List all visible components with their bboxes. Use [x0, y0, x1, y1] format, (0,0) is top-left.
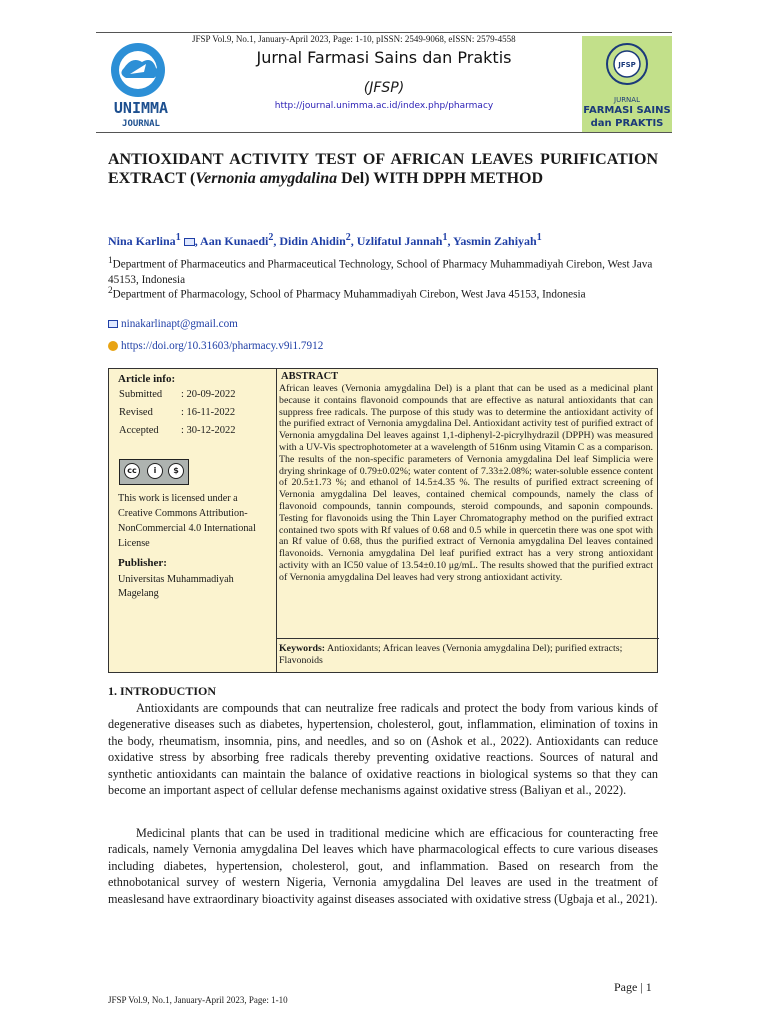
corresponding-email[interactable]: ninakarlinapt@gmail.com — [108, 318, 238, 330]
intro-paragraph-1: Antioxidants are compounds that can neutralize free radicals and protect the body from various kinds of degenerative diseases such as diabetes, hypertension, cholesterol, gout, inflammation, elimination of toxins in the body, rheumatism, insomnia, pins, and needles, and so on (Ashok et al., 2022). Antioxidants can reduce oxidative stress by absorbing free radicals thereby preventing oxidative reactions. Sources of natural and synthetic antioxidants can maintain the balance of oxidative reactions in biological systems so that they can become an important aspect of cellular defense mechanisms against oxidative stress (Baliyan et al., 2022). — [108, 701, 658, 798]
affiliation-1: $^1$Department of Pharmaceutics and Pharmaceutical Technology, School of Pharmacy Muhammadiyah Cirebon, West Java 45153, Indonesia — [108, 256, 653, 286]
publisher-heading: Publisher: — [118, 557, 167, 569]
author-name[interactable]: Aan Kunaedi — [200, 234, 269, 248]
article-title: ANTIOXIDANT ACTIVITY TEST OF AFRICAN LEAVES PURIFICATION EXTRACT (Vernonia amygdalina Del) WITH DPPH METHOD — [108, 151, 658, 187]
license-text: This work is licensed under a Creative Commons Attribution-NonCommercial 4.0 International License — [118, 493, 256, 549]
intro-paragraph-2: Medicinal plants that can be used in traditional medicine which are efficacious for counteracting free radicals, namely Vernonia amygdalina Del leaves which have pharmacological effects to cure various diseases including diabetes, hypertension, cholesterol, gout, and inflammation. Based on research from the ethnobotanical survey of western Nigeria, Vernonia amygdalina Del leaves are used in the treatment of measlesand have extraordinary bioactivity against diseases associated with oxidative stress (Ugbaja et al., 2021). — [108, 826, 658, 906]
header-top-rule — [96, 32, 672, 33]
journal-name: Jurnal Farmasi Sains dan Praktis — [256, 48, 512, 67]
footer-reference: JFSP Vol.9, No.1, January-April 2023, Page: 1-10 — [108, 995, 288, 1005]
header-bottom-rule — [96, 132, 672, 133]
svg-text:JOURNAL: JOURNAL — [122, 119, 160, 129]
abstract-text: African leaves (Vernonia amygdalina Del) is a plant that can be used as a medicinal plant because it contains flavonoid compounds that are effective as natural antioxidants that can suppress free radicals. The purpose of this study was to determine the antioxidant activity of the purified extract of Vernonia amygdalina Del. Antioxidant activity test of purified extract of Vernonia amygdalina Del leaves against 1,1-diphenyl-2-picrylhydrazil (DPPH) was measured with a UV-Vis spectrophotometer at a wavelength of 516nm using Vitamin C as a comparison. The results of the non-specific parameters of Vernonia amygdalina Del leaf Simplicia were drying shrinkage of 0.79±0.02%; water content of 7.33±2.08%; water-soluble essence content of 20.5±1.73 %; and ethanol of 14.5±4.35 %. The results of purified extract screening of Vernonia amygdalina Del leaves, contained chemical compounds, namely the class of flavonoid compounds, tannin compounds, steroid compounds, and saponin compounds. Testing for flavonoids using the Thin Layer Chromatography method on the purified extract contained two spots with Rf values of 0.68 and 0.5 while in quercetin there was one spot with an Rf value of 0.68, thus the purified extract of Vernonia amygdalina Del leaves contained flavonoids. Vernonia amygdalina Del leaf purified extract has a very strong antioxidant activity with an IC50 value of 13.54±0.10 μg/mL. The results showed that the purified extract of Vernonia amygdalina Del leaves had very strong antioxidant activity. — [279, 383, 653, 583]
journal-cover-logo: JFSP JURNAL FARMASI SAINS dan PRAKTIS — [582, 36, 672, 132]
author-name[interactable]: Yasmin Zahiyah — [453, 234, 537, 248]
abstract-heading: ABSTRACT — [281, 371, 339, 382]
accepted-date: : 30-12-2022 — [181, 425, 236, 436]
affiliation-2: $^2$Department of Pharmacology, School of Pharmacy Muhammadiyah Cirebon, West Java 45153, Indonesia — [108, 286, 586, 301]
doi-link[interactable]: https://doi.org/10.31603/pharmacy.v9i1.7912 — [108, 340, 323, 352]
revised-date: : 16-11-2022 — [181, 407, 236, 418]
author-list: Nina Karlina$^1$ , Aan Kunaedi$^2$, Didin Ahidin$^2$, Uzlifatul Jannah$^1$, Yasmin Zahiyah$^1$ — [108, 232, 542, 248]
mail-icon — [108, 320, 118, 328]
submitted-date: : 20-09-2022 — [181, 389, 236, 400]
doi-icon — [108, 341, 118, 351]
svg-text:JFSP: JFSP — [618, 61, 636, 69]
journal-abbreviation: (JFSP) — [363, 80, 405, 96]
article-info-box: Article info: Submitted : 20-09-2022 Revised : 16-11-2022 Accepted : 30-12-2022 cc i $ This work is licensed under a Creative Commons Attribution-NonCommercial 4.0 International License Publisher: Universitas Muhammadiyah Magelang ABSTRACT African leaves (Vernonia amygdalina Del) is a plant that can be used as a medicinal plant because it contains flavonoid compounds that are effective as natural antioxidants that can suppress free radicals. The purpose of this study was to determine the antioxidant activity of the purified extract of Vernonia amygdalina Del. Antioxidant activity test of purified extract of Vernonia amygdalina Del leaves against 1,1-diphenyl-2-picrylhydrazil (DPPH) was measured with a UV-Vis spectrophotometer at a wavelength of 516nm using Vitamin C as a comparison. The results of the non-specific parameters of Vernonia amygdalina Del leaf Simplicia were drying shrinkage of 0.79±0.02%; water content of 7.33±2.08%; water-soluble essence content of 20.5±1.73 %; and ethanol of 14.5±4.35 %. The results of purified extract screening of Vernonia amygdalina Del leaves, contained chemical compounds, namely the class of flavonoid compounds, tannin compounds, steroid compounds, and saponin compounds. Testing for flavonoids using the Thin Layer Chromatography method on the purified extract contained two spots with Rf values of 0.68 and 0.5 while in quercetin there was one spot with an Rf value of 0.68, thus the purified extract of Vernonia amygdalina Del leaves contained flavonoids. Vernonia amygdalina Del leaf purified extract has a very strong antioxidant activity with an IC50 value of 13.54±0.10 μg/mL. The results showed that the purified extract of Vernonia amygdalina Del leaves had very strong antioxidant activity. Keywords: Antioxidants; African leaves (Vernonia amygdalina Del); purified extracts; Flavonoids — [108, 368, 658, 673]
keywords: Keywords: Antioxidants; African leaves (Vernonia amygdalina Del); purified extracts; Flavonoids — [279, 643, 623, 666]
journal-reference: JFSP Vol.9, No.1, January-April 2023, Page: 1-10, pISSN: 2549-9068, eISSN: 2579-4558 — [192, 34, 516, 44]
article-info-heading: Article info: — [118, 373, 176, 385]
publisher-name: Universitas Muhammadiyah Magelang — [118, 574, 234, 599]
author-name[interactable]: Nina Karlina — [108, 234, 176, 248]
section-heading-introduction: 1. INTRODUCTION — [108, 684, 217, 698]
mail-icon[interactable] — [184, 238, 195, 246]
author-name[interactable]: Didin Ahidin — [279, 234, 346, 248]
cc-license-icon[interactable]: cc i $ — [119, 459, 189, 485]
journal-url-link[interactable]: http://journal.unimma.ac.id/index.php/pharmacy — [274, 101, 494, 111]
svg-text:UNIMMA: UNIMMA — [113, 99, 169, 117]
unimma-journal-logo — [96, 38, 186, 130]
author-name[interactable]: Uzlifatul Jannah — [356, 234, 443, 248]
page-number: Page | 1 — [614, 980, 652, 994]
